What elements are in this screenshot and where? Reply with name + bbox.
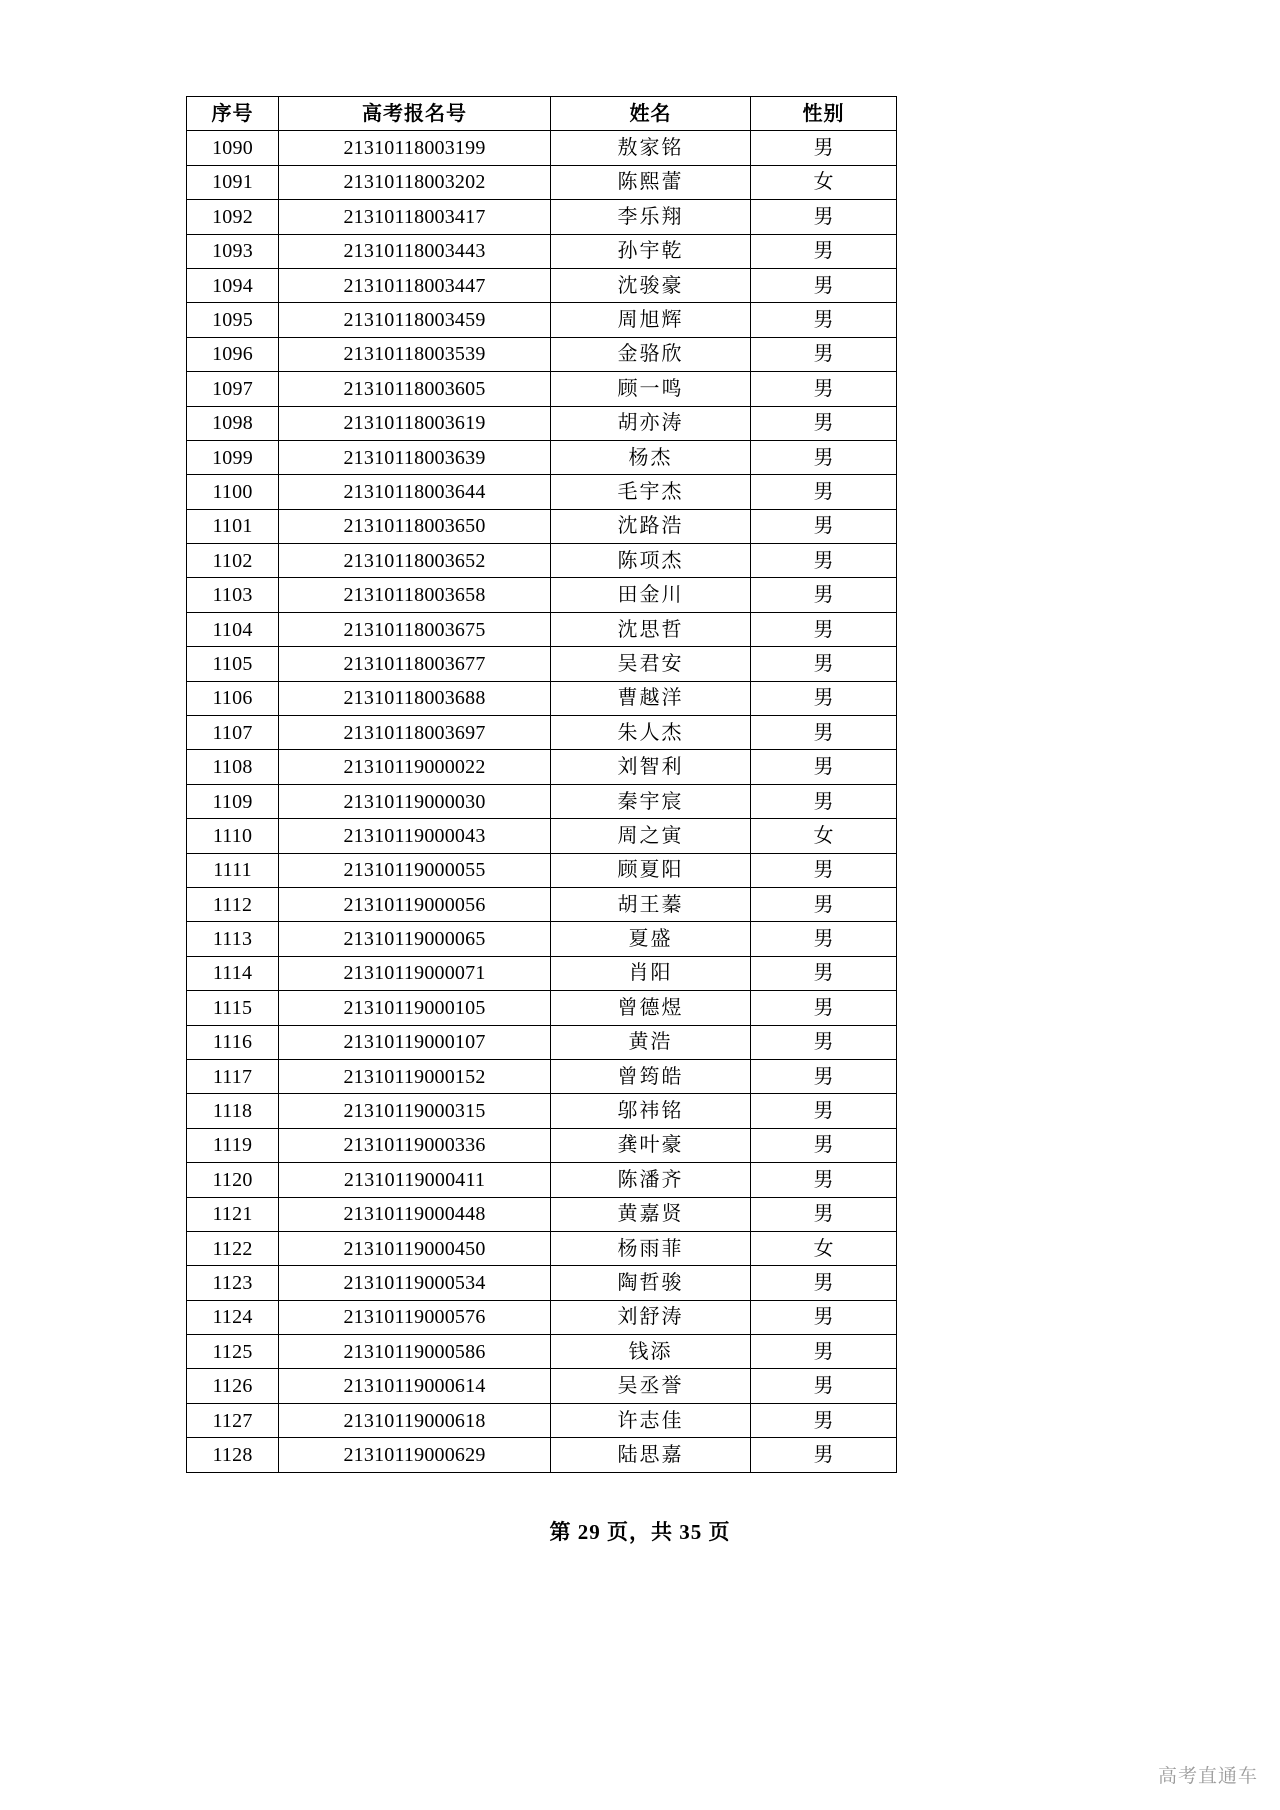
cell-sex: 男 bbox=[751, 956, 897, 990]
cell-sex: 男 bbox=[751, 750, 897, 784]
column-header-exam-id: 高考报名号 bbox=[279, 97, 551, 131]
cell-seq: 1125 bbox=[187, 1335, 279, 1369]
cell-name: 曹越洋 bbox=[551, 681, 751, 715]
cell-sex: 男 bbox=[751, 1025, 897, 1059]
table-header-row bbox=[187, 97, 897, 131]
cell-seq: 1097 bbox=[187, 372, 279, 406]
cell-exam: 21310119000629 bbox=[279, 1438, 551, 1472]
roster-table-container bbox=[186, 96, 896, 1473]
cell-exam: 21310118003658 bbox=[279, 578, 551, 612]
cell-exam: 21310119000056 bbox=[279, 887, 551, 921]
cell-sex: 女 bbox=[751, 165, 897, 199]
cell-exam: 21310118003619 bbox=[279, 406, 551, 440]
cell-exam: 21310119000030 bbox=[279, 784, 551, 818]
cell-name: 吴君安 bbox=[551, 647, 751, 681]
table-row bbox=[187, 303, 897, 337]
table-row bbox=[187, 200, 897, 234]
cell-seq: 1113 bbox=[187, 922, 279, 956]
cell-exam: 21310119000576 bbox=[279, 1300, 551, 1334]
cell-sex: 女 bbox=[751, 819, 897, 853]
cell-seq: 1103 bbox=[187, 578, 279, 612]
cell-name: 钱添 bbox=[551, 1335, 751, 1369]
cell-exam: 21310119000071 bbox=[279, 956, 551, 990]
table-row bbox=[187, 1094, 897, 1128]
cell-seq: 1094 bbox=[187, 268, 279, 302]
cell-exam: 21310118003677 bbox=[279, 647, 551, 681]
cell-exam: 21310118003650 bbox=[279, 509, 551, 543]
table-row bbox=[187, 1231, 897, 1265]
cell-sex: 男 bbox=[751, 716, 897, 750]
cell-sex: 男 bbox=[751, 303, 897, 337]
cell-seq: 1124 bbox=[187, 1300, 279, 1334]
table-header bbox=[187, 97, 897, 131]
roster-table bbox=[186, 96, 897, 1473]
table-row bbox=[187, 1163, 897, 1197]
table-row bbox=[187, 1128, 897, 1162]
watermark-label: 高考直通车 bbox=[1157, 1766, 1258, 1787]
cell-exam: 21310119000618 bbox=[279, 1403, 551, 1437]
table-row bbox=[187, 578, 897, 612]
table-row bbox=[187, 440, 897, 474]
table-row bbox=[187, 853, 897, 887]
cell-name: 沈路浩 bbox=[551, 509, 751, 543]
cell-name: 陆思嘉 bbox=[551, 1438, 751, 1472]
cell-exam: 21310118003675 bbox=[279, 612, 551, 646]
table-row bbox=[187, 1369, 897, 1403]
page-number-footer: 第 29 页，共 35 页 bbox=[549, 1520, 731, 1544]
cell-sex: 男 bbox=[751, 922, 897, 956]
table-row bbox=[187, 372, 897, 406]
cell-sex: 女 bbox=[751, 1231, 897, 1265]
table-row bbox=[187, 131, 897, 165]
table-row bbox=[187, 819, 897, 853]
cell-exam: 21310118003459 bbox=[279, 303, 551, 337]
cell-name: 许志佳 bbox=[551, 1403, 751, 1437]
cell-sex: 男 bbox=[751, 337, 897, 371]
cell-name: 吴丞誉 bbox=[551, 1369, 751, 1403]
cell-name: 孙宇乾 bbox=[551, 234, 751, 268]
cell-name: 胡亦涛 bbox=[551, 406, 751, 440]
table-row bbox=[187, 1025, 897, 1059]
cell-seq: 1108 bbox=[187, 750, 279, 784]
cell-seq: 1091 bbox=[187, 165, 279, 199]
cell-sex: 男 bbox=[751, 1094, 897, 1128]
cell-name: 曾筠皓 bbox=[551, 1059, 751, 1093]
cell-name: 周之寅 bbox=[551, 819, 751, 853]
cell-seq: 1123 bbox=[187, 1266, 279, 1300]
table-row bbox=[187, 681, 897, 715]
cell-seq: 1093 bbox=[187, 234, 279, 268]
cell-name: 陈潘齐 bbox=[551, 1163, 751, 1197]
cell-seq: 1095 bbox=[187, 303, 279, 337]
cell-exam: 21310118003605 bbox=[279, 372, 551, 406]
cell-name: 朱人杰 bbox=[551, 716, 751, 750]
cell-name: 邬祎铭 bbox=[551, 1094, 751, 1128]
cell-name: 刘舒涛 bbox=[551, 1300, 751, 1334]
cell-exam: 21310119000065 bbox=[279, 922, 551, 956]
cell-name: 陈项杰 bbox=[551, 544, 751, 578]
cell-seq: 1117 bbox=[187, 1059, 279, 1093]
cell-sex: 男 bbox=[751, 887, 897, 921]
cell-sex: 男 bbox=[751, 681, 897, 715]
cell-seq: 1106 bbox=[187, 681, 279, 715]
cell-name: 夏盛 bbox=[551, 922, 751, 956]
cell-name: 刘智利 bbox=[551, 750, 751, 784]
cell-sex: 男 bbox=[751, 372, 897, 406]
cell-exam: 21310118003447 bbox=[279, 268, 551, 302]
cell-sex: 男 bbox=[751, 1438, 897, 1472]
cell-sex: 男 bbox=[751, 131, 897, 165]
cell-sex: 男 bbox=[751, 578, 897, 612]
cell-name: 胡王蓁 bbox=[551, 887, 751, 921]
cell-exam: 21310118003443 bbox=[279, 234, 551, 268]
cell-name: 黄嘉贤 bbox=[551, 1197, 751, 1231]
cell-seq: 1090 bbox=[187, 131, 279, 165]
cell-sex: 男 bbox=[751, 1369, 897, 1403]
cell-sex: 男 bbox=[751, 1403, 897, 1437]
column-header-gender: 性别 bbox=[751, 97, 897, 131]
cell-exam: 21310118003652 bbox=[279, 544, 551, 578]
cell-seq: 1126 bbox=[187, 1369, 279, 1403]
table-row bbox=[187, 1335, 897, 1369]
column-header-sequence: 序号 bbox=[187, 97, 279, 131]
cell-seq: 1128 bbox=[187, 1438, 279, 1472]
cell-sex: 男 bbox=[751, 475, 897, 509]
cell-seq: 1099 bbox=[187, 440, 279, 474]
table-row bbox=[187, 165, 897, 199]
cell-name: 周旭辉 bbox=[551, 303, 751, 337]
cell-seq: 1101 bbox=[187, 509, 279, 543]
cell-name: 敖家铭 bbox=[551, 131, 751, 165]
cell-name: 沈骏豪 bbox=[551, 268, 751, 302]
cell-name: 金骆欣 bbox=[551, 337, 751, 371]
cell-exam: 21310119000043 bbox=[279, 819, 551, 853]
cell-name: 陶哲骏 bbox=[551, 1266, 751, 1300]
table-row bbox=[187, 1438, 897, 1472]
cell-seq: 1114 bbox=[187, 956, 279, 990]
cell-name: 陈熙蕾 bbox=[551, 165, 751, 199]
cell-name: 田金川 bbox=[551, 578, 751, 612]
cell-exam: 21310119000022 bbox=[279, 750, 551, 784]
cell-name: 黄浩 bbox=[551, 1025, 751, 1059]
cell-sex: 男 bbox=[751, 1163, 897, 1197]
cell-exam: 21310119000055 bbox=[279, 853, 551, 887]
cell-exam: 21310118003688 bbox=[279, 681, 551, 715]
cell-sex: 男 bbox=[751, 612, 897, 646]
table-row bbox=[187, 268, 897, 302]
cell-exam: 21310118003639 bbox=[279, 440, 551, 474]
cell-seq: 1110 bbox=[187, 819, 279, 853]
cell-exam: 21310118003539 bbox=[279, 337, 551, 371]
table-row bbox=[187, 475, 897, 509]
cell-seq: 1096 bbox=[187, 337, 279, 371]
cell-name: 曾德煜 bbox=[551, 991, 751, 1025]
cell-sex: 男 bbox=[751, 268, 897, 302]
cell-seq: 1115 bbox=[187, 991, 279, 1025]
cell-seq: 1105 bbox=[187, 647, 279, 681]
cell-name: 顾夏阳 bbox=[551, 853, 751, 887]
cell-seq: 1121 bbox=[187, 1197, 279, 1231]
cell-seq: 1102 bbox=[187, 544, 279, 578]
cell-exam: 21310118003202 bbox=[279, 165, 551, 199]
cell-sex: 男 bbox=[751, 853, 897, 887]
cell-seq: 1109 bbox=[187, 784, 279, 818]
cell-sex: 男 bbox=[751, 234, 897, 268]
cell-name: 顾一鸣 bbox=[551, 372, 751, 406]
table-row bbox=[187, 1059, 897, 1093]
cell-sex: 男 bbox=[751, 784, 897, 818]
cell-sex: 男 bbox=[751, 1266, 897, 1300]
cell-seq: 1122 bbox=[187, 1231, 279, 1265]
cell-name: 毛宇杰 bbox=[551, 475, 751, 509]
cell-sex: 男 bbox=[751, 1059, 897, 1093]
table-row bbox=[187, 406, 897, 440]
cell-sex: 男 bbox=[751, 200, 897, 234]
table-row bbox=[187, 991, 897, 1025]
cell-sex: 男 bbox=[751, 1335, 897, 1369]
cell-seq: 1098 bbox=[187, 406, 279, 440]
cell-seq: 1119 bbox=[187, 1128, 279, 1162]
cell-seq: 1116 bbox=[187, 1025, 279, 1059]
table-row bbox=[187, 544, 897, 578]
cell-seq: 1107 bbox=[187, 716, 279, 750]
cell-exam: 21310118003417 bbox=[279, 200, 551, 234]
cell-exam: 21310119000107 bbox=[279, 1025, 551, 1059]
cell-name: 肖阳 bbox=[551, 956, 751, 990]
cell-seq: 1120 bbox=[187, 1163, 279, 1197]
cell-sex: 男 bbox=[751, 544, 897, 578]
cell-exam: 21310119000450 bbox=[279, 1231, 551, 1265]
cell-seq: 1112 bbox=[187, 887, 279, 921]
cell-exam: 21310119000411 bbox=[279, 1163, 551, 1197]
table-row bbox=[187, 234, 897, 268]
cell-exam: 21310119000586 bbox=[279, 1335, 551, 1369]
table-row bbox=[187, 612, 897, 646]
column-header-name: 姓名 bbox=[551, 97, 751, 131]
cell-sex: 男 bbox=[751, 1300, 897, 1334]
table-row bbox=[187, 337, 897, 371]
cell-exam: 21310119000336 bbox=[279, 1128, 551, 1162]
table-row bbox=[187, 1300, 897, 1334]
table-row bbox=[187, 1197, 897, 1231]
cell-name: 李乐翔 bbox=[551, 200, 751, 234]
cell-seq: 1092 bbox=[187, 200, 279, 234]
cell-exam: 21310118003644 bbox=[279, 475, 551, 509]
cell-name: 杨雨菲 bbox=[551, 1231, 751, 1265]
table-row bbox=[187, 509, 897, 543]
cell-seq: 1104 bbox=[187, 612, 279, 646]
cell-name: 秦宇宸 bbox=[551, 784, 751, 818]
cell-exam: 21310119000534 bbox=[279, 1266, 551, 1300]
cell-seq: 1100 bbox=[187, 475, 279, 509]
cell-exam: 21310119000152 bbox=[279, 1059, 551, 1093]
table-row bbox=[187, 1403, 897, 1437]
cell-name: 杨杰 bbox=[551, 440, 751, 474]
table-body bbox=[187, 131, 897, 1472]
cell-sex: 男 bbox=[751, 406, 897, 440]
cell-sex: 男 bbox=[751, 991, 897, 1025]
table-row bbox=[187, 922, 897, 956]
cell-sex: 男 bbox=[751, 440, 897, 474]
table-row bbox=[187, 784, 897, 818]
table-row bbox=[187, 887, 897, 921]
cell-sex: 男 bbox=[751, 509, 897, 543]
cell-exam: 21310118003697 bbox=[279, 716, 551, 750]
cell-seq: 1127 bbox=[187, 1403, 279, 1437]
table-row bbox=[187, 716, 897, 750]
cell-seq: 1111 bbox=[187, 853, 279, 887]
cell-name: 沈思哲 bbox=[551, 612, 751, 646]
cell-exam: 21310119000315 bbox=[279, 1094, 551, 1128]
cell-name: 龚叶豪 bbox=[551, 1128, 751, 1162]
cell-sex: 男 bbox=[751, 1197, 897, 1231]
cell-exam: 21310119000105 bbox=[279, 991, 551, 1025]
cell-sex: 男 bbox=[751, 647, 897, 681]
cell-seq: 1118 bbox=[187, 1094, 279, 1128]
cell-exam: 21310118003199 bbox=[279, 131, 551, 165]
table-row bbox=[187, 750, 897, 784]
cell-sex: 男 bbox=[751, 1128, 897, 1162]
cell-exam: 21310119000448 bbox=[279, 1197, 551, 1231]
cell-exam: 21310119000614 bbox=[279, 1369, 551, 1403]
table-row bbox=[187, 956, 897, 990]
table-row bbox=[187, 1266, 897, 1300]
table-row bbox=[187, 647, 897, 681]
